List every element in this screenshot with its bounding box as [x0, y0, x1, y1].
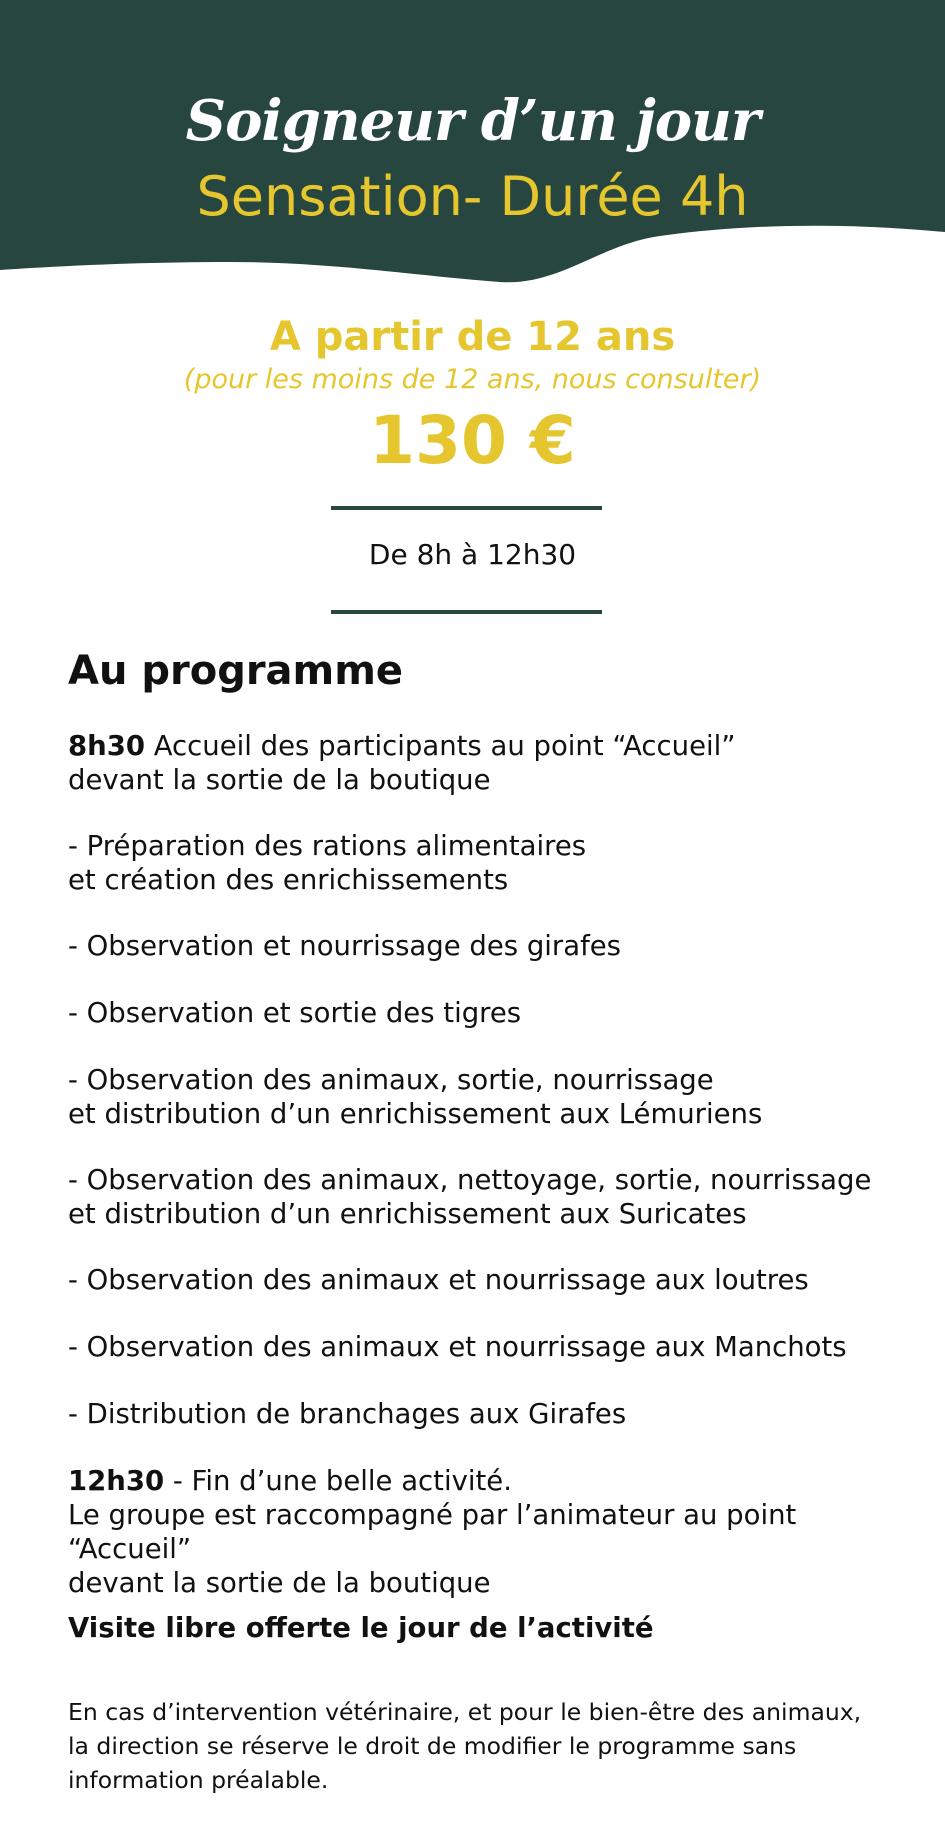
start-time: 8h30	[68, 730, 145, 762]
end-time: 12h30	[68, 1465, 165, 1497]
disclaimer: En cas d’intervention vétérinaire, et pour le bien-être des animaux, la direction se réserve le droit de modifier le programme sans information préalable.	[68, 1698, 862, 1794]
program-item: - Observation des animaux, sortie, nourrissage et distribution d’un enrichissement aux Lémuriens	[68, 1064, 763, 1130]
program-item: - Observation et sortie des tigres	[68, 997, 522, 1029]
program-item: - Distribution de branchages aux Girafes	[68, 1398, 627, 1430]
program-start	[68, 729, 928, 797]
price: 130 €	[369, 402, 576, 479]
script-title: Soigneur d’un jour	[185, 88, 760, 154]
program-item: - Observation et nourrissage des girafes	[68, 930, 622, 962]
hours: De 8h à 12h30	[368, 538, 577, 571]
end-text: - Fin d’une belle activité. Le groupe est raccompagné par l’animateur au point “Accueil” devant la sortie de la boutique	[68, 1465, 797, 1599]
program-item: - Préparation des rations alimentaires et création des enrichissements	[68, 830, 587, 896]
age-requirement: A partir de 12 ans	[269, 314, 676, 360]
subtitle: Sensation- Durée 4h	[196, 165, 749, 228]
program-item: - Observation des animaux, nettoyage, sortie, nourrissage et distribution d’un enrichissement aux Suricates	[68, 1164, 872, 1230]
start-text: Accueil des participants au point “Accueil” devant la sortie de la boutique	[68, 730, 736, 796]
divider-bottom	[331, 610, 602, 614]
program-item: - Observation des animaux et nourrissage aux Manchots	[68, 1331, 847, 1363]
divider-top	[331, 506, 602, 510]
program-item: - Observation des animaux et nourrissage aux loutres	[68, 1264, 809, 1296]
program-title: Au programme	[68, 648, 404, 694]
age-note: (pour les moins de 12 ans, nous consulter)	[183, 364, 762, 395]
header-banner	[0, 0, 945, 290]
program-end	[68, 1464, 928, 1600]
free-visit-note: Visite libre offerte le jour de l’activité	[68, 1612, 654, 1644]
